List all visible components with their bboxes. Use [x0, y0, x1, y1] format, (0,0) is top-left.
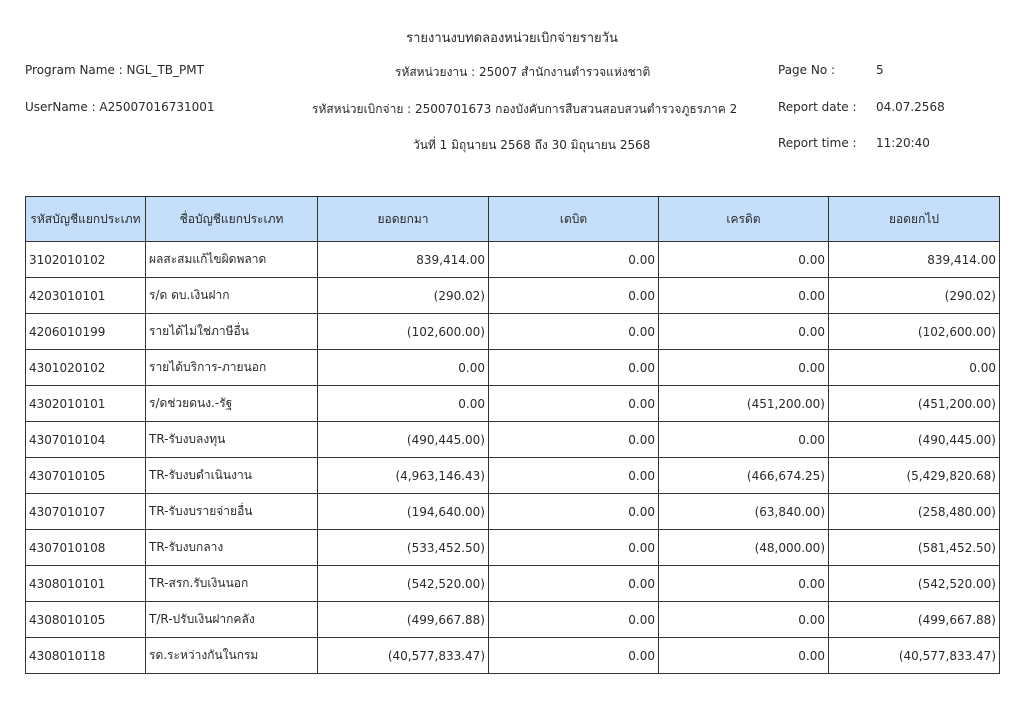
cell-account-code: 4203010101	[26, 278, 146, 314]
cell-closing-balance: (40,577,833.47)	[829, 638, 1000, 674]
table-row	[26, 566, 1000, 602]
cell-debit: 0.00	[489, 566, 659, 602]
cell-closing-balance: (581,452.50)	[829, 530, 1000, 566]
table-row	[26, 242, 1000, 278]
table-row	[26, 422, 1000, 458]
cell-credit: 0.00	[659, 350, 829, 386]
program-name: Program Name : NGL_TB_PMT	[25, 63, 204, 77]
cell-credit: (451,200.00)	[659, 386, 829, 422]
cell-account-code: 4206010199	[26, 314, 146, 350]
table-body	[26, 242, 1000, 674]
col-header-debit: เดบิต	[489, 197, 659, 242]
cell-account-name: T/R-ปรับเงินฝากคลัง	[146, 602, 318, 638]
agency-code: รหัสหน่วยงาน : 25007 สำนักงานตำรวจแห่งชาติ	[395, 65, 651, 79]
cell-opening-balance: 0.00	[318, 350, 489, 386]
cell-opening-balance: (490,445.00)	[318, 422, 489, 458]
table-row	[26, 602, 1000, 638]
cell-closing-balance: (490,445.00)	[829, 422, 1000, 458]
cell-closing-balance: 839,414.00	[829, 242, 1000, 278]
cell-opening-balance: (542,520.00)	[318, 566, 489, 602]
cell-debit: 0.00	[489, 386, 659, 422]
user-name: UserName : A25007016731001	[25, 100, 215, 114]
cell-account-name: รายได้บริการ-ภายนอก	[146, 350, 318, 386]
cell-account-name: TR-สรก.รับเงินนอก	[146, 566, 318, 602]
cell-account-name: รด.ระหว่างกันในกรม	[146, 638, 318, 674]
cell-debit: 0.00	[489, 602, 659, 638]
cell-account-code: 4307010105	[26, 458, 146, 494]
table-row	[26, 314, 1000, 350]
cell-account-code: 4301020102	[26, 350, 146, 386]
cell-closing-balance: (102,600.00)	[829, 314, 1000, 350]
cell-opening-balance: (4,963,146.43)	[318, 458, 489, 494]
cell-debit: 0.00	[489, 350, 659, 386]
page-no-label: Page No :	[778, 63, 836, 77]
cell-credit: (63,840.00)	[659, 494, 829, 530]
table-row	[26, 278, 1000, 314]
cell-account-code: 4308010101	[26, 566, 146, 602]
cell-account-name: ผลสะสมแก้ไขผิดพลาด	[146, 242, 318, 278]
cell-account-code: 4307010104	[26, 422, 146, 458]
cell-credit: 0.00	[659, 278, 829, 314]
cell-account-code: 4308010105	[26, 602, 146, 638]
cell-debit: 0.00	[489, 278, 659, 314]
cell-closing-balance: (542,520.00)	[829, 566, 1000, 602]
cell-account-name: TR-รับงบดำเนินงาน	[146, 458, 318, 494]
cell-credit: 0.00	[659, 602, 829, 638]
cell-closing-balance: (451,200.00)	[829, 386, 1000, 422]
cell-opening-balance: (40,577,833.47)	[318, 638, 489, 674]
cell-account-code: 4302010101	[26, 386, 146, 422]
cell-opening-balance: (499,667.88)	[318, 602, 489, 638]
report-date-value: 04.07.2568	[876, 100, 945, 114]
cell-debit: 0.00	[489, 638, 659, 674]
cell-account-code: 4308010118	[26, 638, 146, 674]
cell-credit: 0.00	[659, 242, 829, 278]
cell-closing-balance: (5,429,820.68)	[829, 458, 1000, 494]
report-date-label: Report date :	[778, 100, 857, 114]
cell-credit: (48,000.00)	[659, 530, 829, 566]
cell-account-name: TR-รับงบลงทุน	[146, 422, 318, 458]
cell-closing-balance: (258,480.00)	[829, 494, 1000, 530]
cell-opening-balance: (290.02)	[318, 278, 489, 314]
col-header-account-name: ชื่อบัญชีแยกประเภท	[146, 197, 318, 242]
date-range: วันที่ 1 มิถุนายน 2568 ถึง 30 มิถุนายน 2568	[413, 138, 651, 152]
cell-credit: (466,674.25)	[659, 458, 829, 494]
cell-account-name: TR-รับงบรายจ่ายอื่น	[146, 494, 318, 530]
cell-account-code: 4307010108	[26, 530, 146, 566]
table-row	[26, 386, 1000, 422]
cell-debit: 0.00	[489, 422, 659, 458]
report-time-label: Report time :	[778, 136, 857, 150]
cell-credit: 0.00	[659, 422, 829, 458]
table-row	[26, 494, 1000, 530]
cell-opening-balance: (533,452.50)	[318, 530, 489, 566]
cell-debit: 0.00	[489, 458, 659, 494]
report-time-value: 11:20:40	[876, 136, 930, 150]
cell-opening-balance: (194,640.00)	[318, 494, 489, 530]
cell-opening-balance: 0.00	[318, 386, 489, 422]
col-header-closing-balance: ยอดยกไป	[829, 197, 1000, 242]
col-header-credit: เครดิต	[659, 197, 829, 242]
disbursing-unit: รหัสหน่วยเบิกจ่าย : 2500701673 กองบังคับการสืบสวนสอบสวนตำรวจภูธรภาค 2	[312, 102, 738, 116]
cell-opening-balance: (102,600.00)	[318, 314, 489, 350]
col-header-opening-balance: ยอดยกมา	[318, 197, 489, 242]
table-header-row	[26, 197, 1000, 242]
cell-credit: 0.00	[659, 566, 829, 602]
cell-account-name: ร/ดช่วยดนง.-รัฐ	[146, 386, 318, 422]
page-no-value: 5	[876, 63, 884, 77]
trial-balance-table	[25, 196, 1000, 674]
table-row	[26, 458, 1000, 494]
cell-account-name: รายได้ไม่ใช่ภาษีอื่น	[146, 314, 318, 350]
cell-debit: 0.00	[489, 530, 659, 566]
table-row	[26, 638, 1000, 674]
cell-account-name: TR-รับงบกลาง	[146, 530, 318, 566]
report-title: รายงานงบทดลองหน่วยเบิกจ่ายรายวัน	[406, 31, 618, 46]
cell-debit: 0.00	[489, 314, 659, 350]
cell-credit: 0.00	[659, 638, 829, 674]
col-header-account-code: รหัสบัญชีแยกประเภท	[26, 197, 146, 242]
cell-account-code: 4307010107	[26, 494, 146, 530]
cell-debit: 0.00	[489, 494, 659, 530]
cell-closing-balance: (499,667.88)	[829, 602, 1000, 638]
cell-account-code: 3102010102	[26, 242, 146, 278]
cell-closing-balance: 0.00	[829, 350, 1000, 386]
cell-credit: 0.00	[659, 314, 829, 350]
cell-debit: 0.00	[489, 242, 659, 278]
cell-closing-balance: (290.02)	[829, 278, 1000, 314]
cell-account-name: ร/ด ดบ.เงินฝาก	[146, 278, 318, 314]
table-row	[26, 350, 1000, 386]
cell-opening-balance: 839,414.00	[318, 242, 489, 278]
table-row	[26, 530, 1000, 566]
